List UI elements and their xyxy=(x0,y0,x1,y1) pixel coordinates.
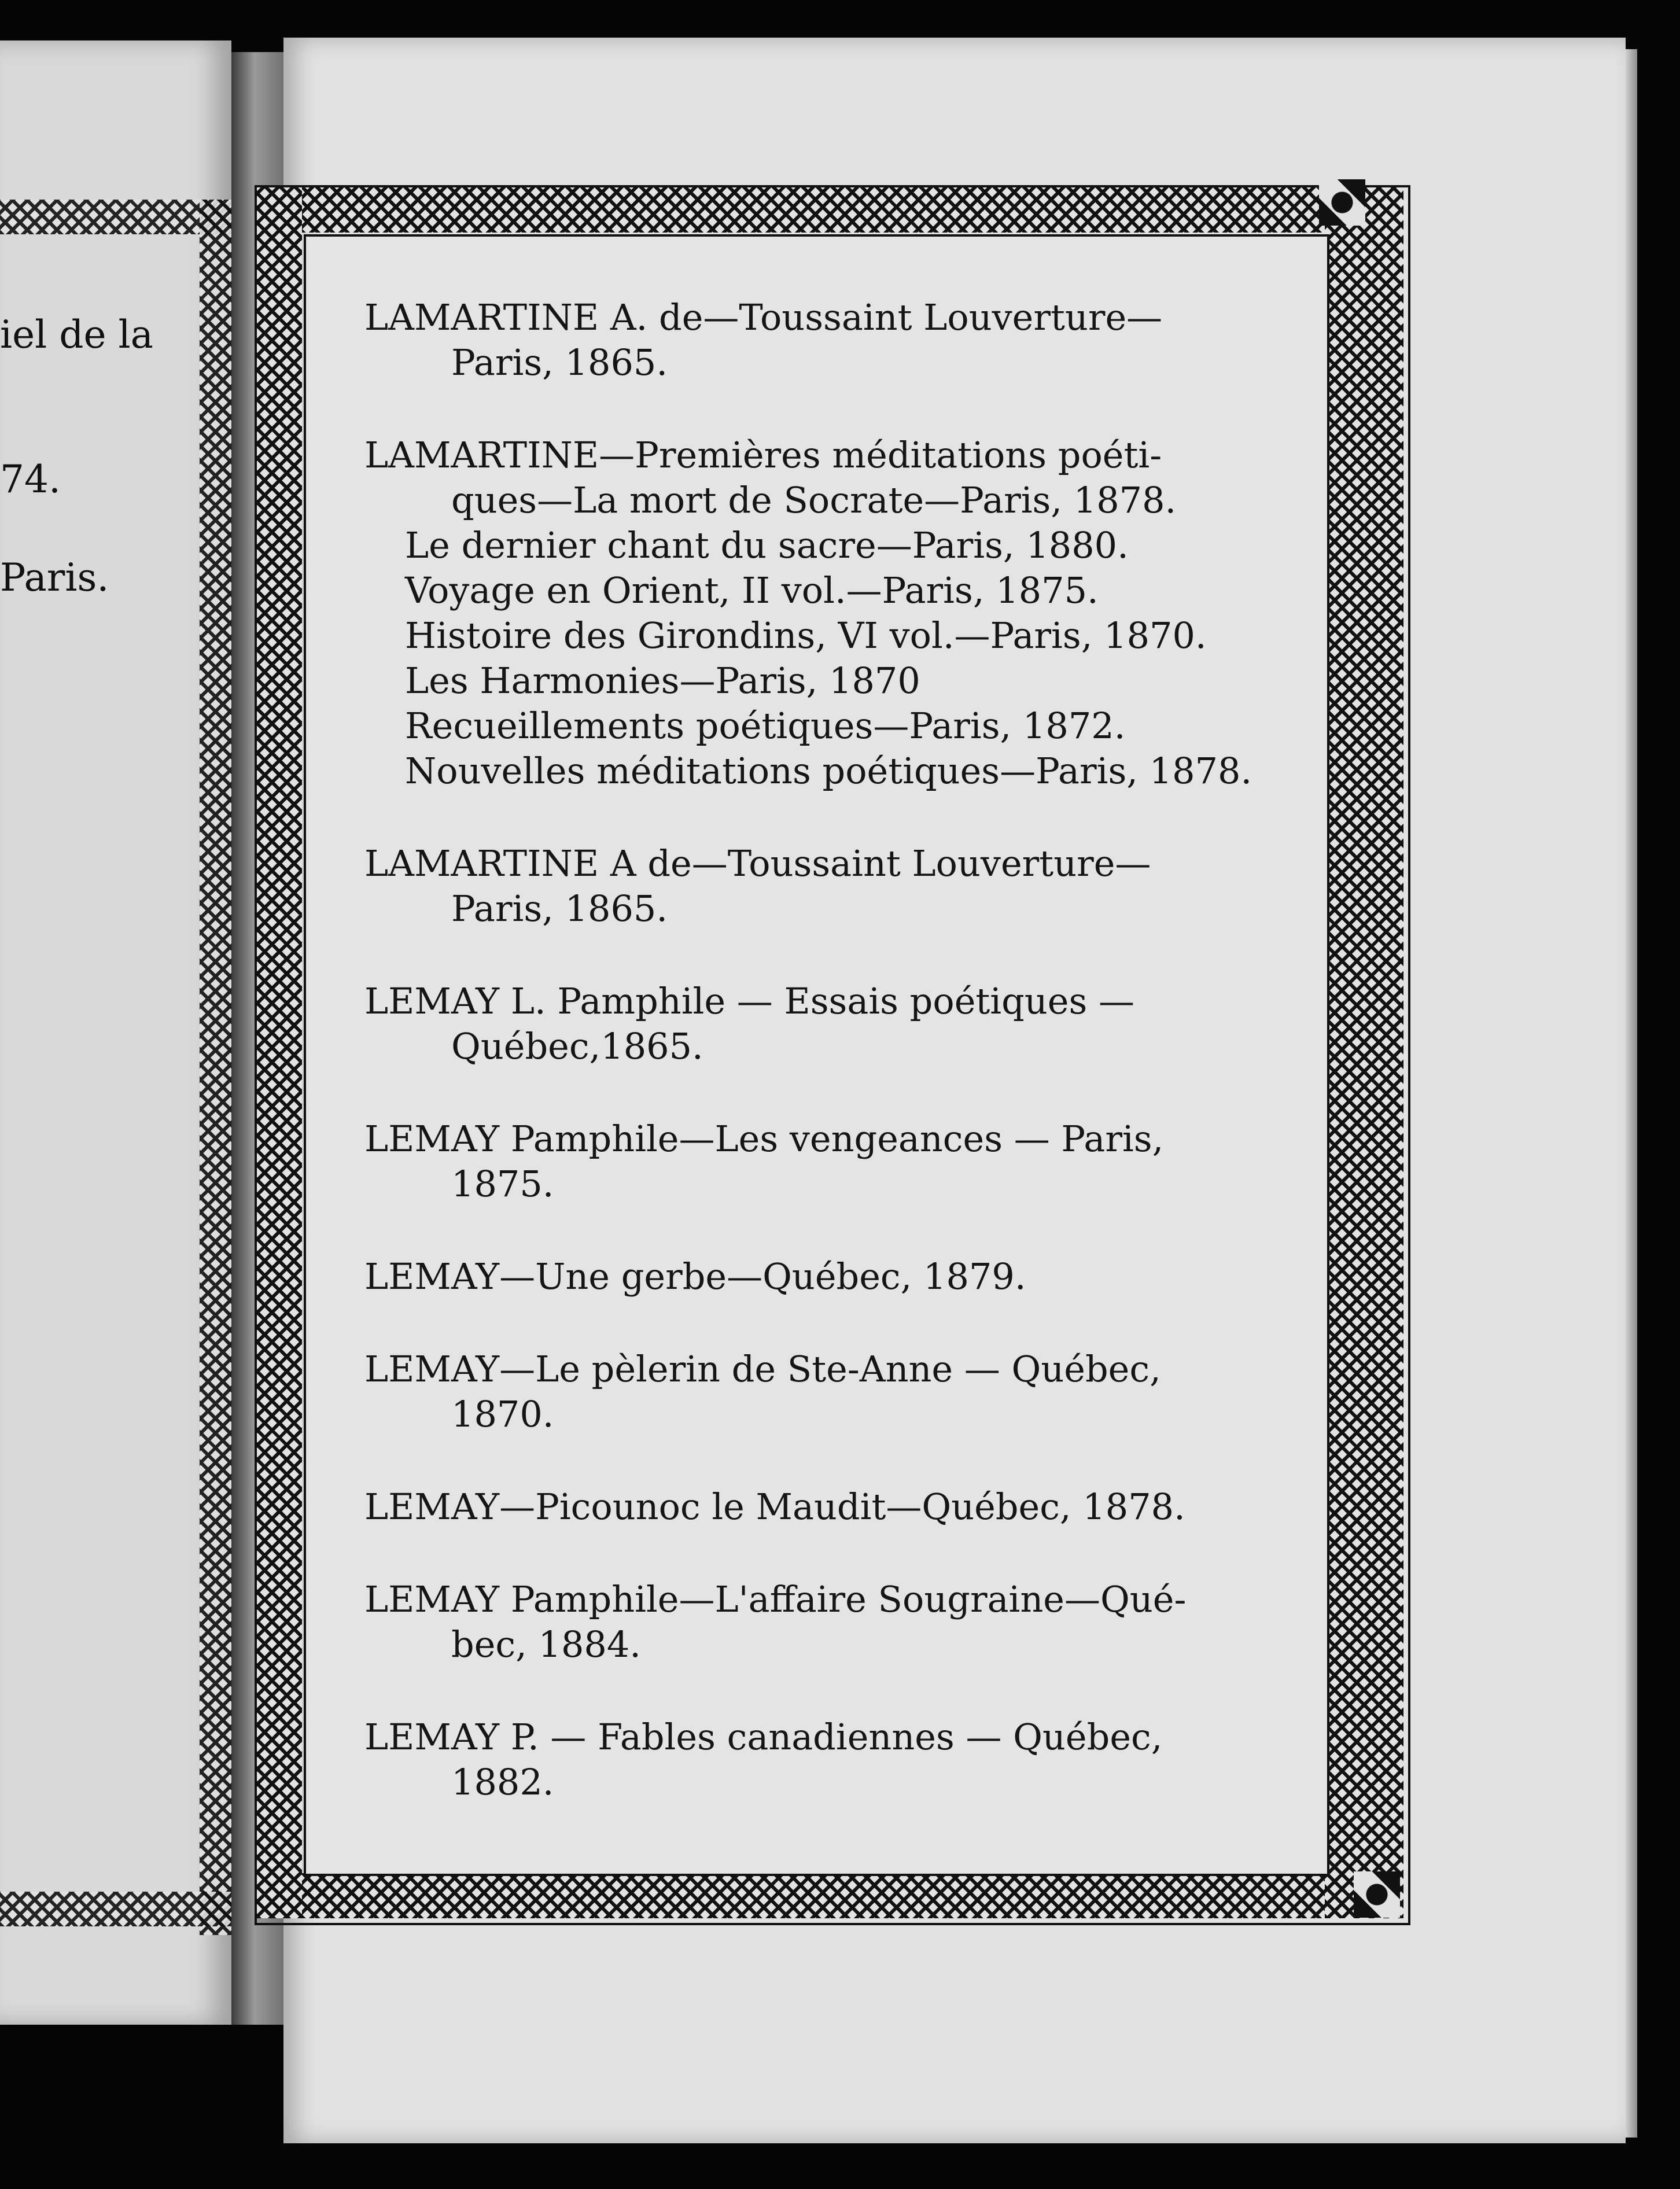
frame-corner-top-right xyxy=(1319,179,1365,226)
previous-page xyxy=(0,40,231,2025)
bibliography-entry xyxy=(364,841,1313,931)
entry-continuation-line: 1882. xyxy=(451,1761,554,1803)
entry-heading-line: LAMARTINE—Premières méditations poéti- xyxy=(364,434,1162,476)
entry-heading-line: LEMAY Pamphile—L'affaire Sougraine—Qué- xyxy=(364,1578,1187,1620)
bibliography-entry xyxy=(364,295,1313,385)
left-page-top-border xyxy=(0,200,231,234)
entry-sub-title: Nouvelles méditations poétiques—Paris, 1878. xyxy=(405,750,1252,792)
frame-bottom-border xyxy=(257,1873,1403,1918)
bibliography-entry xyxy=(364,1347,1313,1437)
bibliography-entry xyxy=(364,433,1313,794)
entry-sub-title: Les Harmonies—Paris, 1870 xyxy=(405,659,920,702)
entry-sub-title: Le dernier chant du sacre—Paris, 1880. xyxy=(405,524,1129,566)
entry-heading-line: LEMAY Pamphile—Les vengeances — Paris, xyxy=(364,1118,1164,1160)
left-page-right-border xyxy=(200,200,231,1935)
entry-heading-line: LAMARTINE A de—Toussaint Louverture— xyxy=(364,842,1151,885)
entry-continuation-line: 1870. xyxy=(451,1393,554,1435)
entry-continuation-line: Québec,1865. xyxy=(451,1025,703,1067)
frame-right-border xyxy=(1325,187,1403,1918)
bibliography-entry xyxy=(364,1715,1313,1805)
bibliography-entry xyxy=(364,1116,1313,1207)
left-page-bottom-border xyxy=(0,1892,231,1926)
entry-continuation-line: Paris, 1865. xyxy=(451,341,668,384)
left-page-fragment-1: iel de la xyxy=(0,312,153,357)
bibliography-entry xyxy=(364,1484,1313,1530)
entry-heading-line: LEMAY L. Pamphile — Essais poétiques — xyxy=(364,980,1134,1022)
bibliography-entry xyxy=(364,1254,1313,1299)
frame-left-border xyxy=(257,187,302,1918)
entry-sub-title: Recueillements poétiques—Paris, 1872. xyxy=(405,705,1126,747)
left-page-fragment-3: Paris. xyxy=(0,555,109,600)
frame-top-border xyxy=(257,187,1403,233)
left-page-fragment-2: 74. xyxy=(0,457,61,502)
entry-heading-line: LEMAY—Le pèlerin de Ste-Anne — Québec, xyxy=(364,1348,1161,1390)
bibliography-entry xyxy=(364,1577,1313,1667)
bibliography-list xyxy=(364,295,1313,1852)
entry-continuation-line: bec, 1884. xyxy=(451,1623,642,1665)
frame-corner-bottom-right xyxy=(1354,1871,1400,1918)
entry-continuation-line: 1875. xyxy=(451,1163,554,1205)
entry-sub-title: Voyage en Orient, II vol.—Paris, 1875. xyxy=(405,569,1099,611)
entry-heading-line: LAMARTINE A. de—Toussaint Louverture— xyxy=(364,296,1163,338)
entry-heading-line: LEMAY—Une gerbe—Québec, 1879. xyxy=(364,1255,1026,1298)
entry-heading-line: LEMAY P. — Fables canadiennes — Québec, xyxy=(364,1716,1163,1758)
entry-heading-line: LEMAY—Picounoc le Maudit—Québec, 1878. xyxy=(364,1486,1185,1528)
entry-continuation-line: ques—La mort de Socrate—Paris, 1878. xyxy=(451,479,1177,521)
bibliography-entry xyxy=(364,979,1313,1069)
entry-sub-title: Histoire des Girondins, VI vol.—Paris, 1870. xyxy=(405,614,1207,657)
entry-continuation-line: Paris, 1865. xyxy=(451,887,668,930)
